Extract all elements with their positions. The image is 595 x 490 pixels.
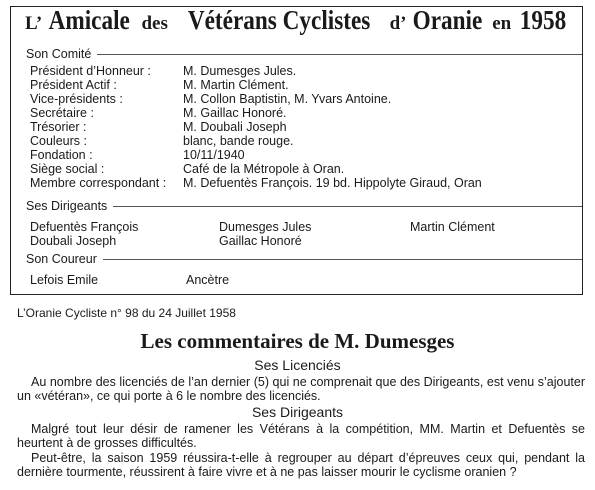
source-citation: L’Oranie Cycliste n° 98 du 24 Juillet 1958	[17, 306, 236, 320]
dirigeants-paragraph-2: Peut-être, la saison 1959 réussira-t-elle à regrouper au départ d’épreuves ceux qui, pendant la dernière tourmente, réussirent à faire vivre et à ne pas laisser mourir le cyclisme oranien ?	[17, 451, 585, 479]
dirigeants-paragraph-1: Malgré tout leur désir de ramener les Vétérans à la compétition, MM. Martin et Defuentès se heurtent à de grosses difficultés.	[17, 422, 585, 450]
comite-value: M. Dumesges Jules.	[183, 64, 297, 78]
page-title	[0, 6, 595, 39]
section-heading-text: Son Coureur	[26, 252, 97, 266]
title-part: Vétérans Cyclistes	[187, 5, 370, 35]
dirigeant-name: Martin Clément	[410, 220, 495, 234]
comite-label: Président d’Honneur :	[30, 64, 151, 78]
section-dirigeants-heading	[26, 199, 582, 213]
comite-value: Café de la Métropole à Oran.	[183, 162, 345, 176]
dirigeant-name: Dumesges Jules	[219, 220, 312, 234]
title-part: Amicale	[48, 5, 131, 35]
comite-label: Secrétaire :	[30, 106, 94, 120]
comite-value: M. Gaillac Honoré.	[183, 106, 287, 120]
divider	[113, 206, 582, 207]
title-part: L’	[25, 13, 43, 34]
title-part: d’	[384, 13, 407, 34]
comite-label: Fondation :	[30, 148, 93, 162]
licencies-paragraph: Au nombre des licenciés de l’an dernier (5) qui ne comprenait que des Dirigeants, est venu s’ajouter un «vétéran», ce qui porte à 6 le nombre des licenciés.	[17, 375, 585, 403]
coureur-name: Lefois Emile	[30, 273, 99, 287]
title-part: 1958	[519, 5, 567, 35]
section-heading-text: Ses Dirigeants	[26, 199, 108, 213]
section-coureur-heading	[26, 252, 582, 266]
title-part: des	[136, 13, 173, 34]
comite-value: M. Martin Clément.	[183, 78, 289, 92]
section-heading-text: Son Comité	[26, 47, 92, 61]
dirigeants-subheading: Ses Dirigeants	[251, 404, 344, 420]
divider	[97, 54, 582, 55]
coureur-note: Ancètre	[186, 273, 230, 287]
commentaires-title: Les commentaires de M. Dumesges	[140, 329, 455, 353]
comite-value: M. Defuentès François. 19 bd. Hippolyte Giraud, Oran	[183, 176, 482, 190]
comite-value: M. Doubali Joseph	[183, 120, 287, 134]
comite-value: M. Collon Baptistin, M. Yvars Antoine.	[183, 92, 392, 106]
comite-label: Couleurs :	[30, 134, 87, 148]
comite-label: Siège social :	[30, 162, 105, 176]
comite-value: 10/11/1940	[183, 148, 245, 162]
section-comite-heading	[26, 47, 582, 61]
title-part: en	[487, 13, 516, 34]
dirigeant-name: Defuentès François	[30, 220, 139, 234]
comite-label: Vice-présidents :	[30, 92, 123, 106]
licencies-heading: Ses Licenciés	[254, 357, 341, 373]
comite-label: Membre correspondant :	[30, 176, 167, 190]
dirigeant-name: Doubali Joseph	[30, 234, 117, 248]
divider	[103, 259, 582, 260]
dirigeant-name: Gaillac Honoré	[219, 234, 302, 248]
comite-label: Président Actif :	[30, 78, 117, 92]
title-part: Oranie	[412, 5, 482, 35]
comite-label: Trésorier :	[30, 120, 87, 134]
comite-value: blanc, bande rouge.	[183, 134, 294, 148]
